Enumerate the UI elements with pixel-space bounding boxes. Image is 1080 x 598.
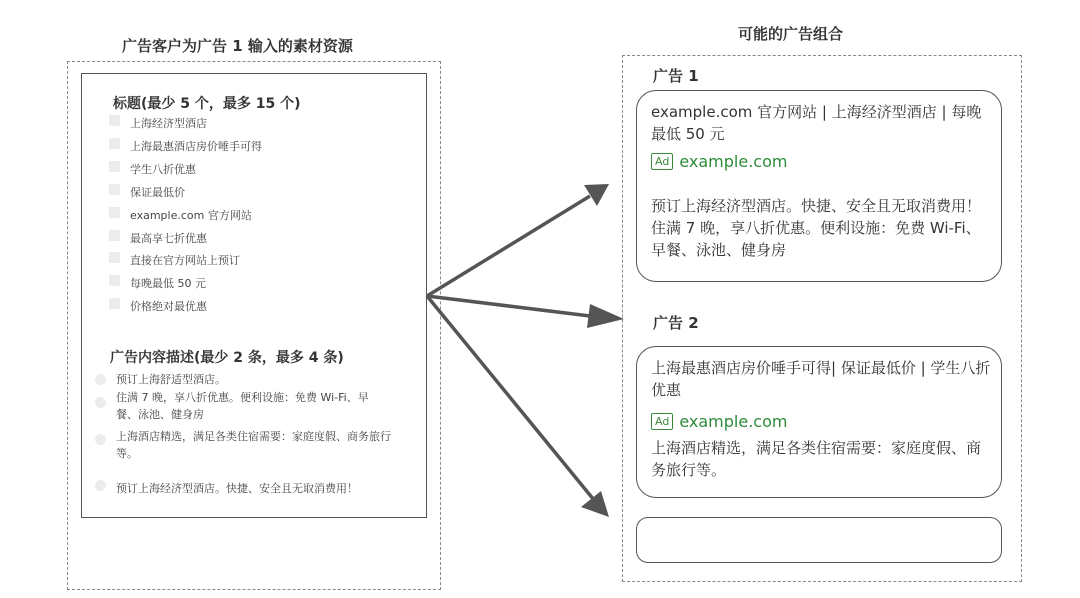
headline-text: example.com 官方网站 [130, 209, 252, 222]
ad-2-headline: 上海最惠酒店房价唾手可得| 保证最低价 | 学生八折优惠 [651, 359, 991, 399]
ad-2-label: 广告 2 [653, 314, 699, 332]
arrow-to-ad-1 [427, 196, 590, 296]
ad-2-display-url [651, 412, 787, 431]
ad-2-description: 上海酒店精选，满足各类住宿需要：家庭度假、商务旅行等。 [651, 439, 982, 479]
headlines-section-title: 标题(最少 5 个，最多 15 个) [113, 96, 301, 112]
ad-badge: Ad [651, 153, 673, 170]
ad-1-description: 预订上海经济型酒店。快捷、安全且无取消费用！住满 7 晚，享八折优惠。便利设施：免费 Wi-Fi、早餐、泳池、健身房 [651, 197, 982, 259]
description-item: 预订上海经济型酒店。快捷、安全且无取消费用！ [116, 482, 358, 495]
headline-text: 每晚最低 50 元 [130, 277, 206, 290]
ad-1-card [636, 90, 1002, 282]
description-item: 上海酒店精选，满足各类住宿需要：家庭度假、商务旅行等。 [116, 430, 391, 460]
headline-text: 最高享七折优惠 [130, 232, 207, 245]
ad-3-placeholder-card [636, 517, 1002, 563]
headline-text: 学生八折优惠 [130, 163, 196, 176]
arrow-to-ad-2 [427, 296, 590, 316]
headline-text: 价格绝对最优惠 [130, 300, 207, 313]
description-item: 预订上海舒适型酒店。 [116, 373, 226, 386]
headline-text: 上海经济型酒店 [130, 117, 207, 130]
ad-2-card [636, 346, 1002, 498]
left-panel-title: 广告客户为广告 1 输入的素材资源 [122, 37, 353, 55]
ad-1-url: example.com [679, 152, 788, 171]
arrowhead-ad-3 [581, 491, 609, 517]
headline-text: 直接在官方网站上预订 [130, 254, 240, 267]
descriptions-section-title: 广告内容描述(最少 2 条，最多 4 条) [110, 350, 344, 366]
ad-badge: Ad [651, 413, 673, 430]
arrowhead-ad-1 [584, 184, 609, 206]
headline-text: 上海最惠酒店房价唾手可得 [130, 140, 262, 153]
arrow-to-ad-3 [427, 296, 594, 500]
ad-1-display-url [651, 152, 787, 171]
right-panel-title: 可能的广告组合 [738, 25, 844, 43]
ad-1-headline: example.com 官方网站 | 上海经济型酒店 | 每晚最低 50 元 [651, 103, 982, 143]
headline-text: 保证最低价 [130, 186, 185, 199]
ad-2-url: example.com [679, 412, 788, 431]
ad-1-label: 广告 1 [653, 67, 699, 85]
arrowhead-ad-2 [587, 304, 624, 328]
description-item: 住满 7 晚，享八折优惠。便利设施：免费 Wi-Fi、早餐、泳池、健身房 [116, 391, 369, 421]
